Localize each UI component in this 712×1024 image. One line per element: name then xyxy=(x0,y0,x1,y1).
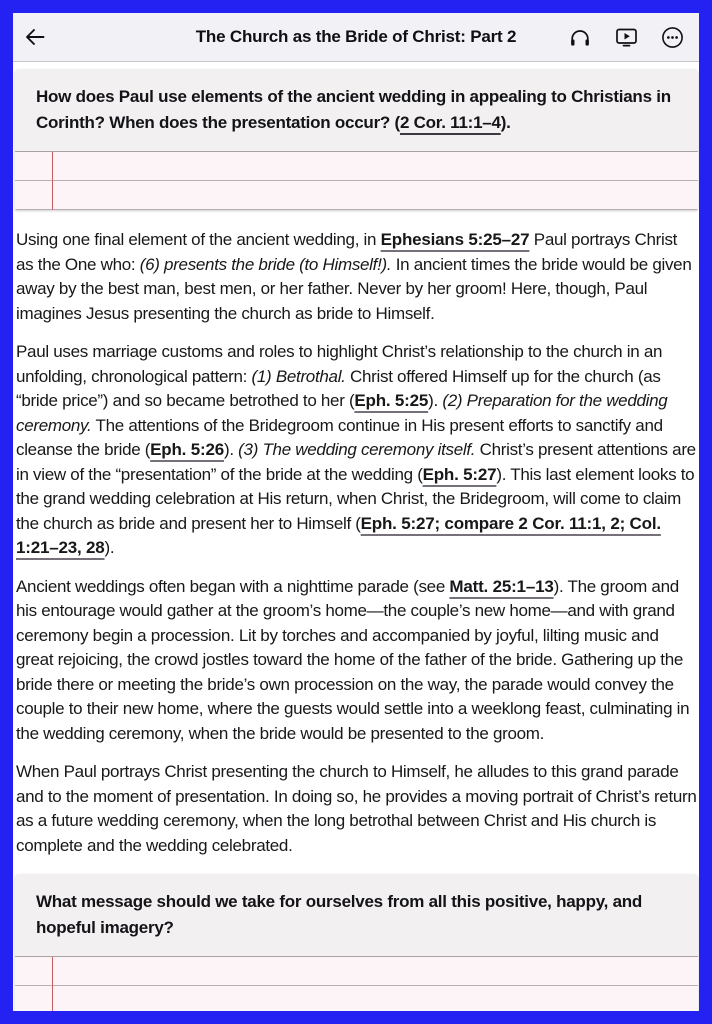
scripture-reference-link[interactable]: Eph. 5:27 xyxy=(422,464,497,484)
text-segment: (1) Betrothal. xyxy=(251,366,346,386)
notebook-margin-rule xyxy=(52,957,53,1011)
text-segment: ). xyxy=(104,538,115,557)
text-segment: (6) presents the bride (to Himself!). xyxy=(139,254,392,274)
scripture-reference-link[interactable]: Eph. 5:27; compare 2 Cor. 11:1, 2; Col. 1:21–23, 28 xyxy=(16,513,661,557)
scripture-reference-link[interactable]: Eph. 5:25 xyxy=(354,391,429,410)
text-segment: In ancient times the bride would be given away by the best man, best men, or her father. Never by her groom! Here, though, Paul imagines Jesus presenting the church as bride to Himself. xyxy=(16,254,692,323)
text-segment: ). xyxy=(428,391,443,410)
notebook-margin-rule xyxy=(52,152,53,210)
paragraph xyxy=(16,228,697,326)
question-card xyxy=(15,69,698,210)
answer-line xyxy=(15,986,698,1011)
text-segment: Using one final element of the ancient wedding, in xyxy=(16,230,381,249)
text-segment: Paul portrays Christ as the One who: xyxy=(16,230,678,274)
page-title: The Church as the Bride of Christ: Part 2 xyxy=(195,27,517,46)
scripture-reference-link[interactable]: Matt. 25:1–13 xyxy=(449,576,554,596)
text-segment: How does Paul use elements of the ancient wedding in appealing to Christians in Corinth? When does the presentation occur? ( xyxy=(36,87,671,132)
scripture-reference-link[interactable]: Ephesians 5:25–27 xyxy=(380,230,530,249)
header-actions xyxy=(567,24,699,50)
text-segment: (2) Preparation for the wedding ceremony. xyxy=(16,391,668,435)
watch-video-button[interactable] xyxy=(613,24,639,50)
text-segment: Paul uses marriage customs and roles to highlight Christ’s relationship to the church in an unfolding, chronological pattern: xyxy=(16,342,663,386)
text-segment: ). xyxy=(223,440,239,459)
video-screen-icon xyxy=(614,25,639,49)
text-segment: What message should we take for ourselves from all this positive, happy, and hopeful imagery? xyxy=(36,892,643,937)
text-segment: ). This last element looks to the grand wedding celebration at His return, when Christ, the Bridegroom, will come to claim the church as bride and present her to Himself ( xyxy=(16,464,695,533)
reader-page xyxy=(13,13,699,1011)
text-segment: Christ offered Himself up for the church (as “bride price”) and so became betrothed to her ( xyxy=(16,366,661,410)
question-card xyxy=(15,874,698,1011)
answer-line xyxy=(15,957,698,986)
answer-line xyxy=(15,152,698,181)
answer-notes-field[interactable] xyxy=(15,956,698,1011)
text-segment: The attentions of the Bridegroom continue in His present efforts to sanctify and cleanse the bride ( xyxy=(16,415,663,459)
ellipsis-circle-icon xyxy=(660,25,685,50)
more-options-button[interactable] xyxy=(659,24,685,50)
text-segment: ). xyxy=(500,113,511,132)
paragraph xyxy=(16,575,697,747)
lesson-body xyxy=(13,210,699,858)
answer-line xyxy=(15,181,698,210)
text-segment: ). The groom and his entourage would gather at the groom’s home—the couple’s new home—and with grand ceremony begin a procession. Lit by torches and accompanied by joyful, lilting music and great rejoicing, the crowd jostles toward the home of the father of the bride. Gathering up the bride there or meeting the bride’s own procession on the way, the parade would convey the couple to their new home, where the guests would settle into a weeklong feast, culminating in the wedding ceremony, when the bride would be presented to the groom. xyxy=(16,576,690,743)
paragraph xyxy=(16,340,697,561)
question-text xyxy=(15,874,698,956)
top-navigation-bar xyxy=(13,13,699,62)
scripture-reference-link[interactable]: 2 Cor. 11:1–4 xyxy=(399,113,501,132)
paragraph xyxy=(16,760,697,858)
text-segment: Christ’s present attentions are in view of the “presentation” of the bride at the wedding ( xyxy=(16,440,696,484)
text-segment: (3) The wedding ceremony itself. xyxy=(238,440,476,459)
scripture-reference-link[interactable]: Eph. 5:26 xyxy=(150,440,224,459)
back-button[interactable] xyxy=(13,13,57,62)
text-segment: When Paul portrays Christ presenting the church to Himself, he alludes to this grand parade and to the moment of presentation. In doing so, he provides a moving portrait of Christ’s return as a future wedding ceremony, when the long betrothal between Christ and His church is complete and the wedding celebrated. xyxy=(16,762,697,855)
listen-audio-button[interactable] xyxy=(567,24,593,50)
answer-notes-field[interactable] xyxy=(15,151,698,210)
headphones-icon xyxy=(568,25,592,49)
back-arrow-icon xyxy=(23,25,47,49)
question-text xyxy=(15,69,698,151)
text-segment: Ancient weddings often began with a nighttime parade (see xyxy=(16,576,450,596)
